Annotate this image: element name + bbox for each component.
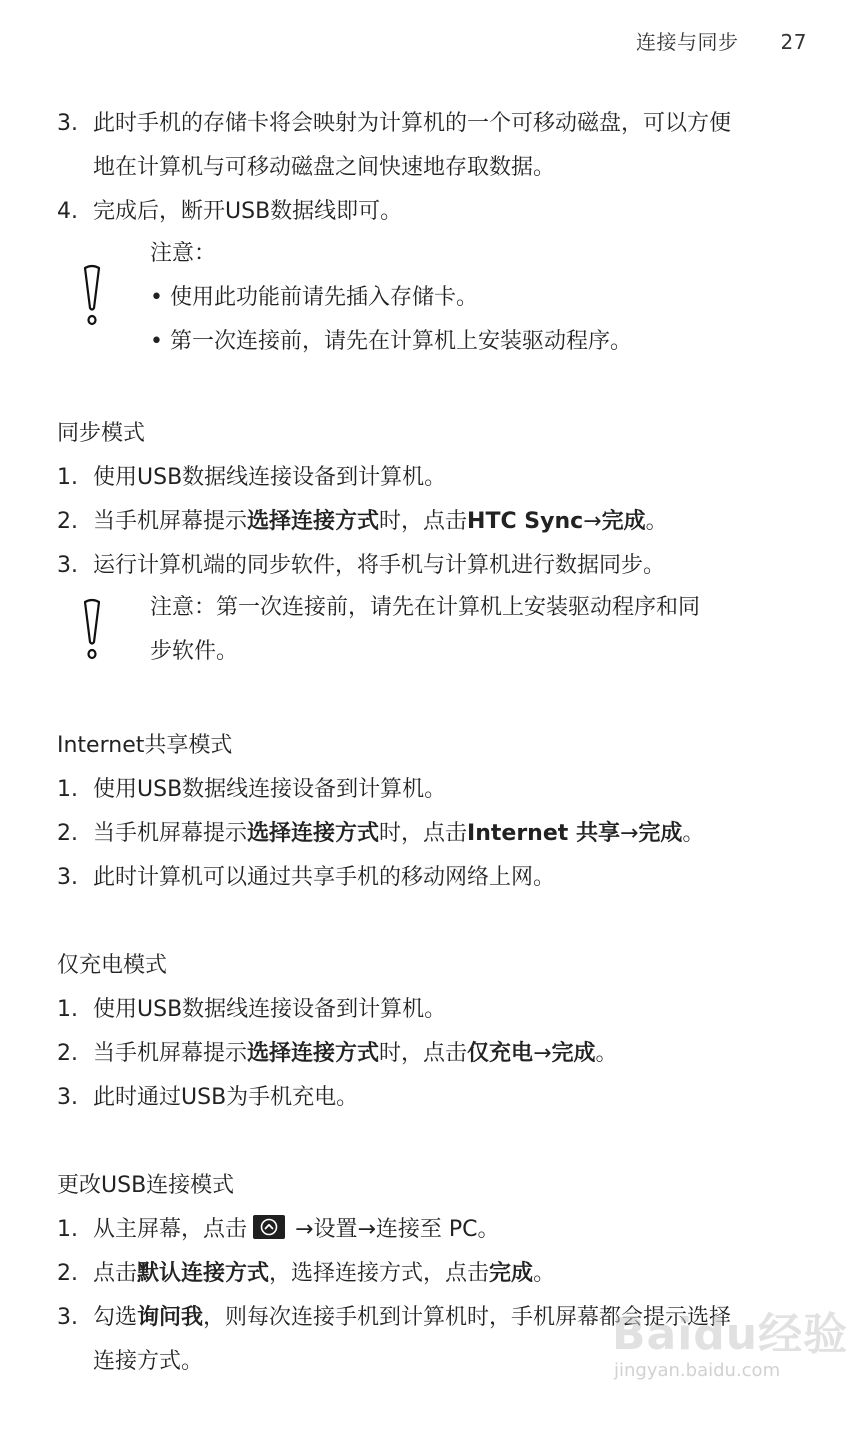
step-text: 点击: [93, 1261, 138, 1286]
step-text: ，选择连接方式，点击: [269, 1261, 490, 1286]
step-item: [57, 1208, 500, 1252]
step-item: [57, 768, 446, 812]
step-number: 3.: [57, 111, 78, 136]
warning-exclamation-icon: [80, 598, 104, 662]
note-bullet: [150, 320, 632, 364]
step-text: 此时计算机可以通过共享手机的移动网络上网。: [93, 865, 556, 890]
step-text: 勾选: [93, 1305, 138, 1330]
step-text: →设置→连接至 PC。: [295, 1217, 500, 1242]
ui-term: 完成: [551, 1041, 596, 1066]
step-item: [57, 102, 731, 146]
arrow-icon: →: [619, 821, 639, 846]
chapter-title: 连接与同步: [636, 30, 739, 54]
note-bullet: [150, 276, 478, 320]
step-text: 此时手机的存储卡将会映射为计算机的一个可移动磁盘，可以方便: [93, 111, 732, 136]
section-heading-internet: Internet共享模式: [57, 733, 233, 758]
ui-term: 完成: [638, 821, 683, 846]
step-text: 此时通过USB为手机充电。: [93, 1085, 359, 1110]
watermark-logo-text: Baidu经验: [612, 1309, 849, 1360]
step-item: [57, 1076, 358, 1120]
step-item: [57, 544, 665, 588]
bullet-text: 第一次连接前，请先在计算机上安装驱动程序。: [170, 329, 633, 354]
step-number: 1.: [57, 997, 78, 1022]
step-text: 完成后，断开USB数据线即可。: [93, 199, 403, 224]
step-item: [57, 1032, 618, 1076]
baidu-watermark: [612, 1298, 849, 1398]
step-item: [57, 500, 668, 544]
step-item: [57, 856, 555, 900]
step-text-continued: 地在计算机与可移动磁盘之间快速地存取数据。: [93, 155, 556, 180]
step-text-continued: 连接方式。: [93, 1349, 204, 1374]
step-number: 1.: [57, 777, 78, 802]
step-text: 当手机屏幕提示: [93, 821, 248, 846]
step-number: 3.: [57, 865, 78, 890]
step-item: [57, 1252, 555, 1296]
step-number: 4.: [57, 199, 78, 224]
watermark-url: jingyan.baidu.com: [614, 1360, 781, 1381]
home-up-arrow-icon: [253, 1215, 285, 1239]
ui-term: 默认连接方式: [137, 1261, 270, 1286]
step-item: [57, 456, 446, 500]
ui-term: 完成: [489, 1261, 534, 1286]
step-text: 时，点击: [379, 821, 468, 846]
step-text: 。: [533, 1261, 556, 1286]
step-item: [57, 812, 704, 856]
step-text: 。: [682, 821, 705, 846]
ui-term: 完成: [601, 509, 646, 534]
step-text: 当手机屏幕提示: [93, 1041, 248, 1066]
section-heading-sync: 同步模式: [57, 421, 146, 446]
warning-exclamation-icon: [80, 264, 104, 328]
page-number: 27: [780, 30, 807, 54]
ui-term: 选择连接方式: [247, 1041, 380, 1066]
step-number: 2.: [57, 1261, 78, 1286]
step-number: 1.: [57, 1217, 78, 1242]
step-number: 3.: [57, 1085, 78, 1110]
ui-term: 选择连接方式: [247, 821, 380, 846]
section-heading-charge: 仅充电模式: [57, 953, 168, 978]
ui-term: 仅充电: [467, 1041, 534, 1066]
step-text: 使用USB数据线连接设备到计算机。: [93, 997, 447, 1022]
bullet-dot: •: [150, 329, 163, 354]
step-text: 。: [645, 509, 668, 534]
ui-term: Internet 共享: [467, 821, 620, 846]
ui-term: 询问我: [137, 1305, 204, 1330]
arrow-icon: →: [533, 1041, 552, 1066]
bullet-text: 使用此功能前请先插入存储卡。: [170, 285, 479, 310]
ui-term: 选择连接方式: [247, 509, 380, 534]
step-text: 运行计算机端的同步软件，将手机与计算机进行数据同步。: [93, 553, 666, 578]
step-item: [57, 988, 446, 1032]
step-number: 2.: [57, 509, 78, 534]
step-text: 使用USB数据线连接设备到计算机。: [93, 465, 447, 490]
step-text: 当手机屏幕提示: [93, 509, 248, 534]
step-text: 从主屏幕，点击: [93, 1217, 248, 1242]
step-number: 3.: [57, 553, 78, 578]
step-number: 2.: [57, 1041, 78, 1066]
note-text-continued: 步软件。: [150, 639, 239, 664]
arrow-icon: →: [583, 509, 602, 534]
step-item: [57, 190, 402, 234]
step-number: 3.: [57, 1305, 78, 1330]
step-text: 时，点击: [379, 509, 468, 534]
ui-term: HTC Sync: [467, 509, 584, 534]
section-heading-change-usb: 更改USB连接模式: [57, 1173, 235, 1198]
step-number: 2.: [57, 821, 78, 846]
step-text: 。: [595, 1041, 618, 1066]
step-text: 使用USB数据线连接设备到计算机。: [93, 777, 447, 802]
note-text: 注意：第一次连接前，请先在计算机上安装驱动程序和同: [150, 595, 701, 620]
step-number: 1.: [57, 465, 78, 490]
step-text: ，则每次连接手机到计算机时，手机屏幕都会提示选择: [203, 1305, 732, 1330]
note-label: 注意：: [150, 241, 217, 266]
step-text: 时，点击: [379, 1041, 468, 1066]
page-header: [636, 26, 807, 55]
bullet-dot: •: [150, 285, 163, 310]
